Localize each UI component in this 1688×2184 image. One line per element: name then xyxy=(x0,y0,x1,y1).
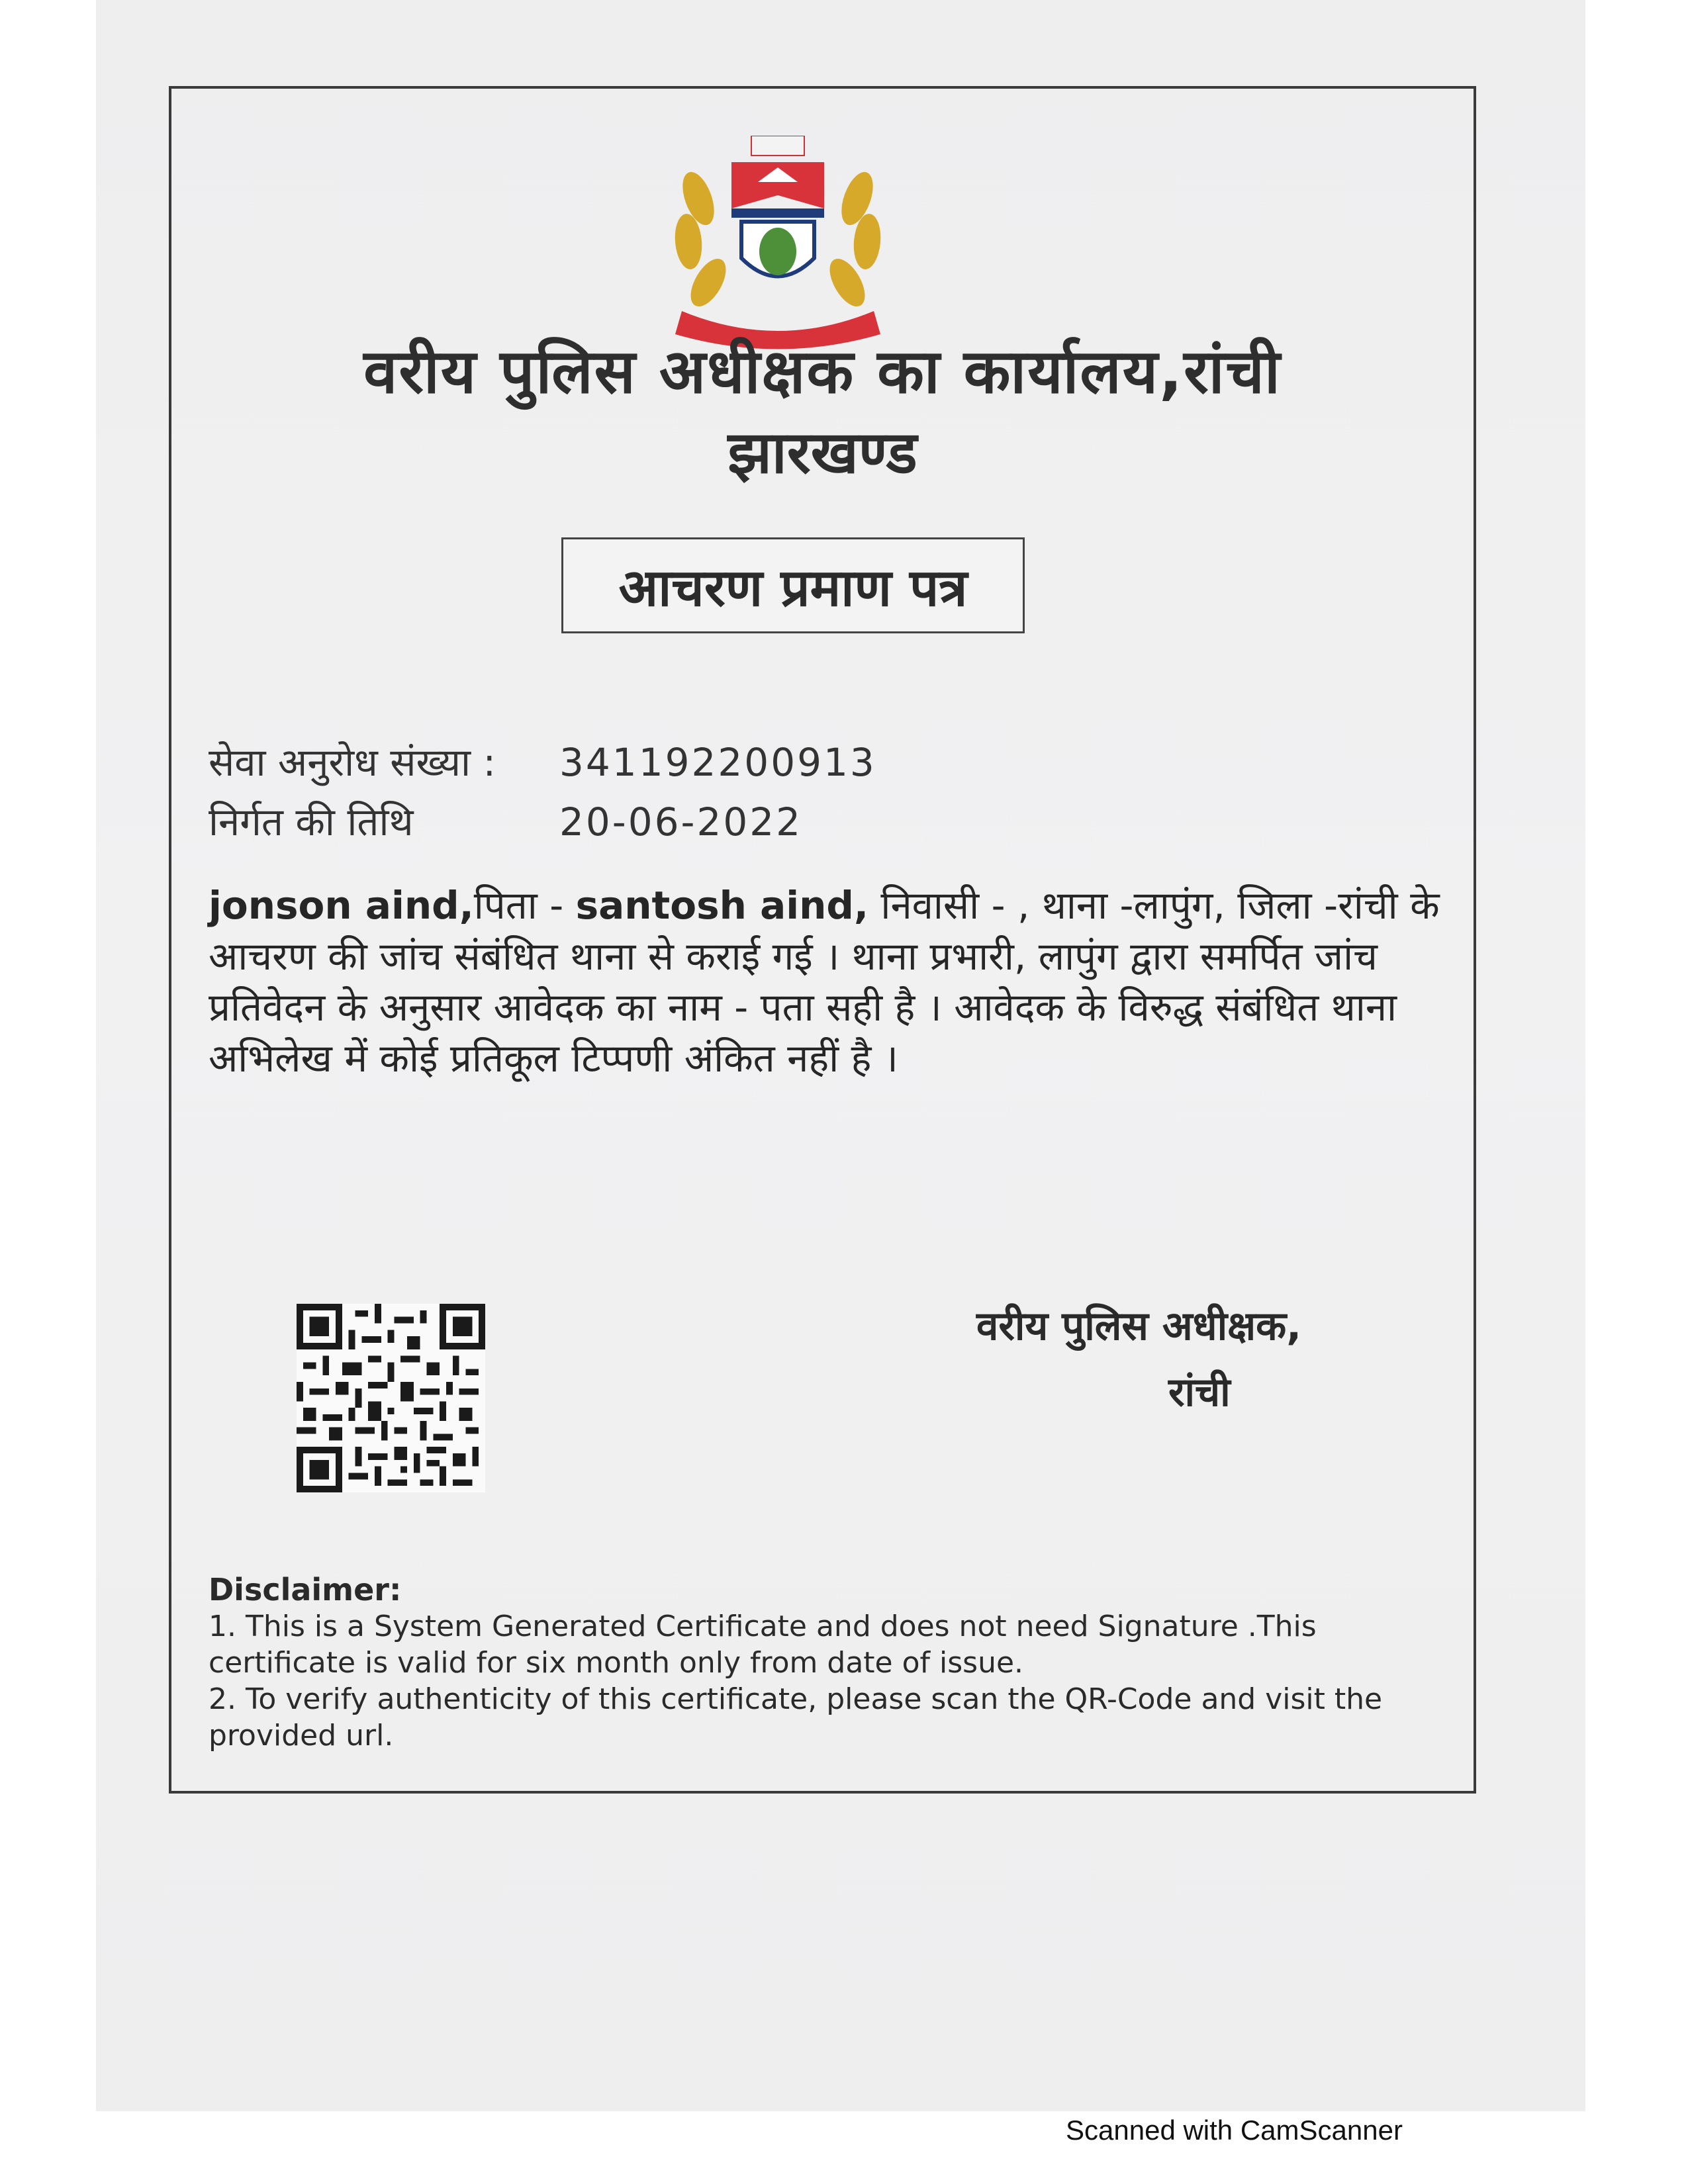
qr-code-icon[interactable] xyxy=(297,1304,485,1492)
disclaimer-section xyxy=(209,1572,1400,1754)
service-request-label: सेवा अनुरोध संख्या : xyxy=(209,740,496,785)
issue-date-row xyxy=(209,794,802,846)
applicant-name: jonson aind, xyxy=(209,883,474,928)
office-state: झारखण्ड xyxy=(727,418,917,486)
disclaimer-item: 2. To verify authenticity of this certificate, please scan the QR-Code and visit the provided url. xyxy=(209,1682,1383,1752)
disclaimer-item: 1. This is a System Generated Certificate and does not need Signature .This certificate is valid for six month only from date of issue. xyxy=(209,1610,1317,1680)
signatory-designation: वरीय पुलिस अधीक्षक, xyxy=(976,1303,1302,1349)
scanner-watermark: Scanned with CamScanner xyxy=(1066,2115,1403,2146)
service-request-row xyxy=(209,735,876,787)
father-name: santosh aind, xyxy=(575,883,868,928)
certificate-body xyxy=(209,880,1440,1084)
disclaimer-heading: Disclaimer: xyxy=(209,1572,402,1608)
issue-date-value: 20-06-2022 xyxy=(559,799,803,844)
signatory-location: रांची xyxy=(1168,1369,1231,1416)
issue-date-label: निर्गत की तिथि xyxy=(209,799,414,844)
father-label: पिता - xyxy=(473,883,576,928)
certificate-title-box xyxy=(561,537,1025,633)
office-title: वरीय पुलिस अधीक्षक का कार्यालय,रांची xyxy=(363,336,1282,407)
police-emblem-icon xyxy=(652,136,904,354)
certificate-title: आचरण प्रमाण पत्र xyxy=(618,558,968,618)
service-request-number: 341192200913 xyxy=(559,740,876,785)
certificate-statement: निवासी - , थाना -लापुंग, जिला -रांची के आचरण की जांच संबंधित थाना से कराई गई । थाना प्रभारी, लापुंग द्वारा समर्पित जांच प्रतिवेदन के अनुसार आवेदक का नाम - पता सही है । आवेदक के विरुद्ध संबंधित थाना अभिलेख में कोई प्रतिकूल टिप्पणी अंकित नहीं है । xyxy=(209,883,1440,1081)
